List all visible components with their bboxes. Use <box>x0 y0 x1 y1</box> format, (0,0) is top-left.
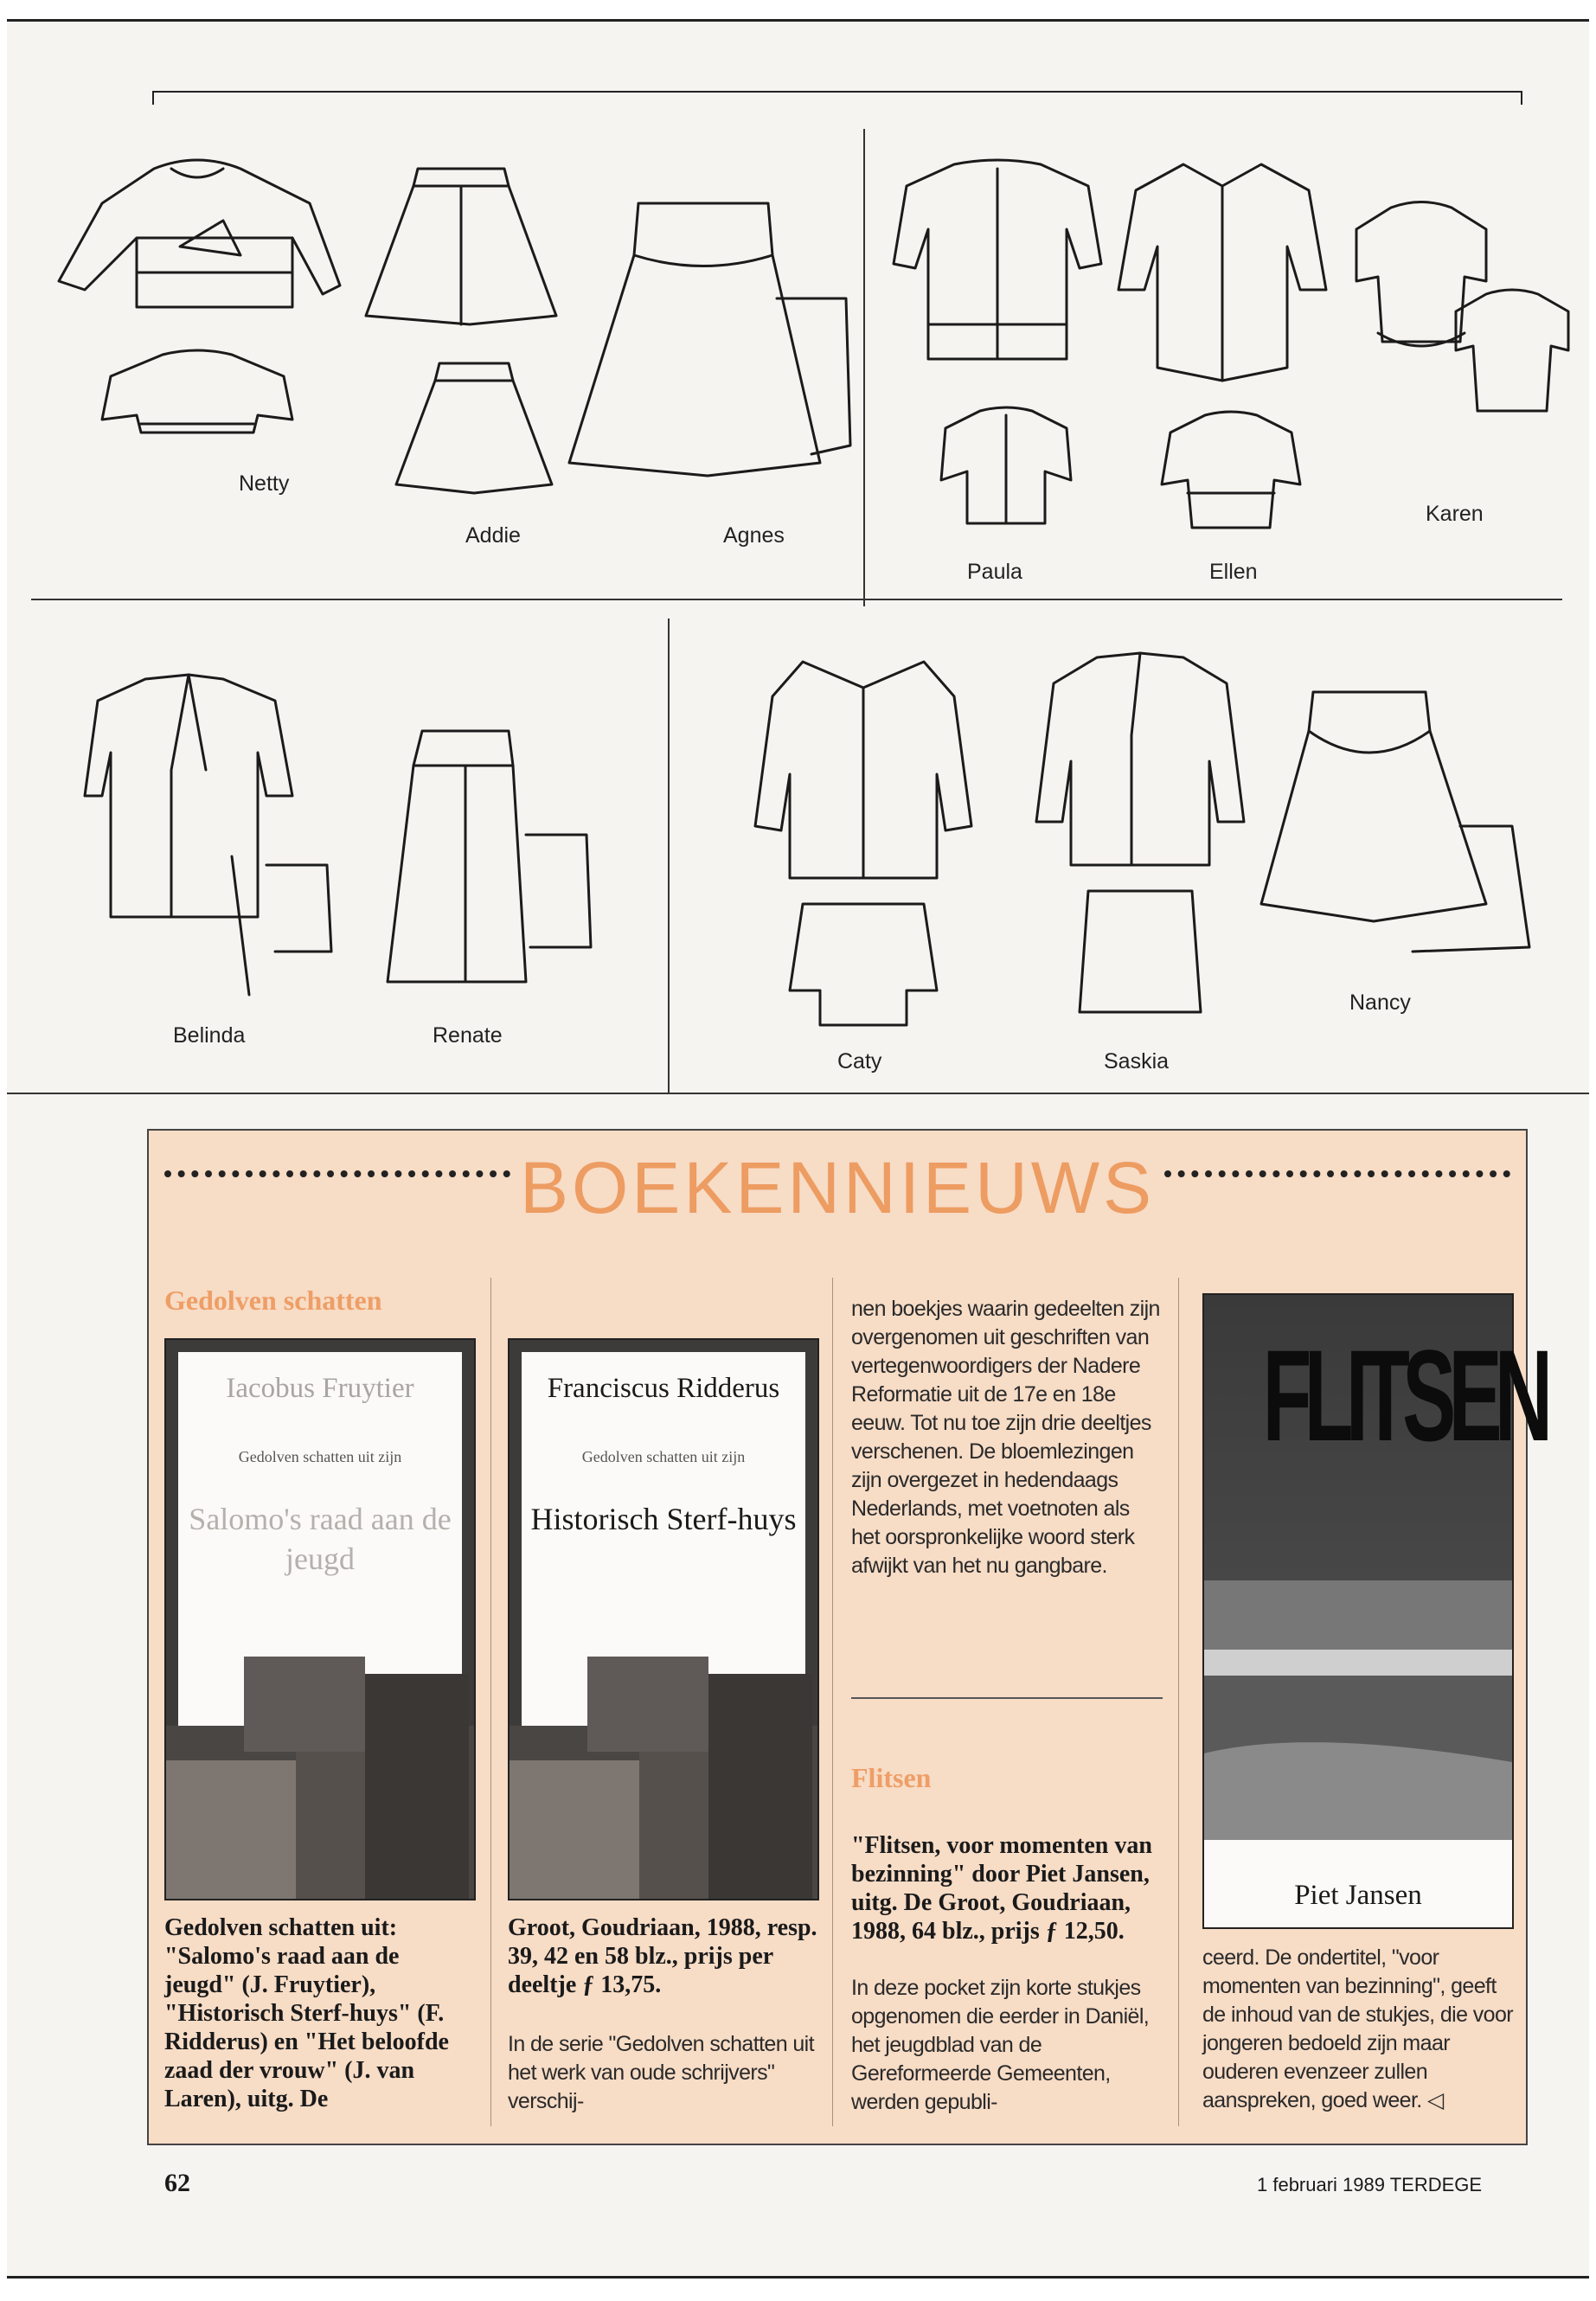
ellen-blouse-sketch <box>1110 151 1335 385</box>
pattern-label-renate: Renate <box>433 1023 503 1048</box>
book-cover-ridderus <box>508 1338 819 1900</box>
cover-series: Gedolven schatten uit zijn <box>238 1448 402 1465</box>
cover-author: Iacobus Fruytier <box>226 1373 414 1404</box>
gedolven-citation-cont: Groot, Goudriaan, 1988, resp. 39, 42 en 58 blz., prijs per deeltje ƒ 13,75. <box>508 1914 817 1998</box>
pattern-label-addie: Addie <box>465 523 521 548</box>
old-books-image <box>510 1639 817 1899</box>
caty-jacket-sketch <box>751 644 976 1042</box>
pattern-label-caty: Caty <box>837 1049 882 1074</box>
paula-blouse-sketch <box>885 151 1110 368</box>
ellen-child-sketch <box>1157 407 1304 536</box>
magazine-page <box>7 19 1589 2279</box>
cover-title: FLITSEN <box>1262 1323 1546 1468</box>
pattern-label-belinda: Belinda <box>173 1023 246 1048</box>
cover-title: Historisch Sterf-huys <box>530 1502 797 1536</box>
book-cover-flitsen <box>1202 1293 1546 1929</box>
renate-skirt-sketch <box>379 722 604 999</box>
pattern-label-paula: Paula <box>967 560 1022 584</box>
addie-skirt-sketch <box>357 151 565 342</box>
column-rule-3 <box>1178 1278 1179 2126</box>
gedolven-text-cont: nen boekjes waarin gedeelten zijn overgenomen uit geschriften van vertegenwoordigers der Nadere Reformatie uit de 17e en 18e eeuw. Tot nu toe zijn drie deeltjes verschenen. De bloemlezingen zijn overgezet in hedendaags Nederlands, met voetnoten als het oorspronkelijke woord sterk afwijkt van het nu gangbare. <box>851 1297 1160 1578</box>
issue-date: 1 februari 1989 TERDEGE <box>1257 2174 1483 2195</box>
divider-vertical-bottom <box>668 619 670 1094</box>
divider-vertical-top <box>863 129 865 606</box>
column-separator <box>851 1697 1163 1699</box>
pattern-bottom-rule <box>7 1093 1589 1094</box>
flitsen-text: In deze pocket zijn korte stukjes opgenomen die eerder in Daniël, het jeugdblad van de Gereformeerde Gemeenten, werden gepubli- <box>851 1976 1150 2114</box>
pattern-label-ellen: Ellen <box>1209 560 1258 584</box>
book-news-title: BOEKENNIEUWS <box>519 1147 1156 1228</box>
pattern-label-saskia: Saskia <box>1104 1049 1170 1074</box>
gedolven-text: In de serie "Gedolven schatten uit het werk van oude schrijvers" verschij- <box>508 2032 814 2113</box>
nancy-skirt-sketch <box>1253 679 1538 973</box>
netty-child-sketch <box>93 342 301 445</box>
beach-image <box>1204 1580 1512 1840</box>
title-dots-right <box>1164 1170 1510 1177</box>
pattern-label-karen: Karen <box>1426 502 1484 526</box>
agnes-skirt-sketch <box>561 195 855 489</box>
karen-child-sketch <box>1443 281 1581 428</box>
section-heading-gedolven: Gedolven schatten <box>164 1285 382 1316</box>
flitsen-text-cont: ceerd. De ondertitel, "voor momenten van bezinning", geeft de inhoud van de stukjes, die voor jongeren bedoeld zijn maar ouderen evenzeer zullen aanspreken, goed weer. ◁ <box>1202 1945 1514 2112</box>
pattern-frame <box>152 91 1522 105</box>
belinda-jacket-sketch <box>76 666 344 1003</box>
paula-child-sketch <box>933 402 1080 532</box>
column-rule-2 <box>832 1278 833 2126</box>
netty-sweater-sketch <box>50 143 344 316</box>
pattern-label-nancy: Nancy <box>1349 990 1411 1015</box>
cover-author: Piet Jansen <box>1294 1880 1422 1911</box>
old-books-image <box>166 1639 474 1899</box>
gedolven-citation: Gedolven schatten uit: "Salomo's raad aan de jeugd" (J. Fruytier), "Historisch Sterf-huys" (F. Ridderus) en "Het beloofde zaad der vrouw" (J. van Laren), uitg. De <box>164 1914 449 2112</box>
pattern-label-agnes: Agnes <box>723 523 785 548</box>
cover-series: Gedolven schatten uit zijn <box>581 1448 746 1465</box>
addie-child-skirt-sketch <box>388 355 561 502</box>
divider-horizontal <box>31 599 1562 600</box>
flitsen-citation: "Flitsen, voor momenten van bezinning" door Piet Jansen, uitg. De Groot, Goudriaan, 1988, 64 blz., prijs ƒ 12,50. <box>851 1832 1152 1945</box>
pattern-label-netty: Netty <box>239 471 290 496</box>
book-cover-fruytier <box>164 1338 476 1900</box>
cover-author: Franciscus Ridderus <box>547 1373 780 1404</box>
book-news-box <box>147 1129 1546 2145</box>
page-number: 62 <box>164 2169 190 2197</box>
column-rule-1 <box>490 1278 491 2126</box>
cover-title: Salomo's raad aan de jeugd <box>189 1502 452 1576</box>
section-heading-flitsen: Flitsen <box>851 1762 932 1793</box>
saskia-jacket-sketch <box>1028 640 1253 1021</box>
